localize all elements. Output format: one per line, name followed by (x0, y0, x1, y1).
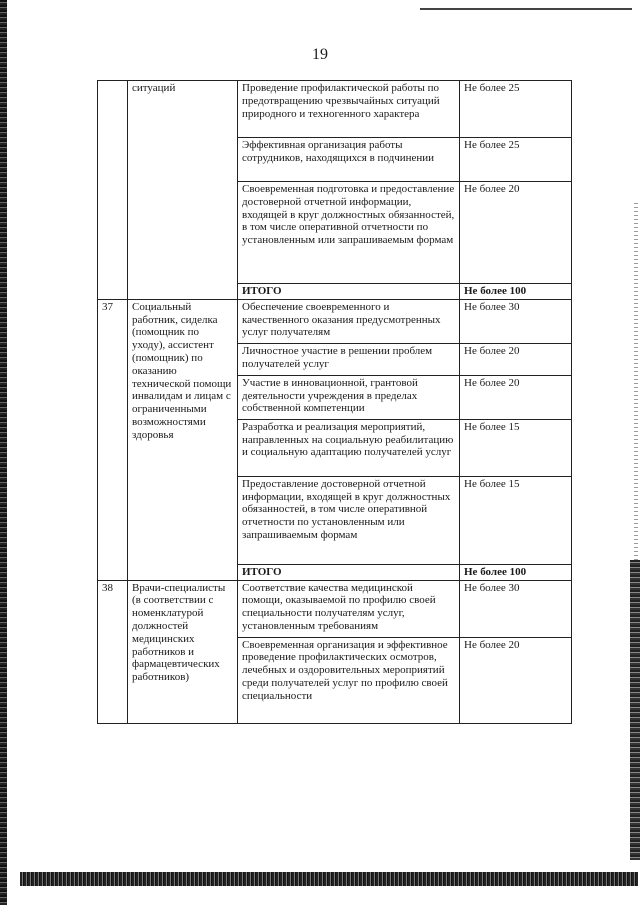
scan-edge-right (630, 560, 640, 860)
score-limit: Не более 25 (460, 81, 572, 138)
score-limit: Не более 15 (460, 476, 572, 564)
score-limit: Не более 20 (460, 375, 572, 419)
scan-edge-bottom (20, 872, 638, 886)
criterion-text: Эффективная организация работы сотрудников, находящихся в подчинении (238, 138, 460, 182)
table-row (98, 299, 572, 343)
page-number: 19 (312, 46, 328, 63)
criterion-text: Своевременная организация и эффективное проведение профилактических осмотров, лечебных и оздоровительных мероприятий среди получателей услуг по профилю своей специальности (238, 637, 460, 723)
total-label: ИТОГО (238, 284, 460, 300)
scan-edge-right-faint (634, 200, 638, 560)
row-number: 38 (98, 580, 128, 723)
score-limit: Не более 20 (460, 182, 572, 284)
row-number (98, 81, 128, 300)
position-name: Врачи-специалисты (в соответствии с номенклатурой должностей медицинских работников и фармацевтических работников) (128, 580, 238, 723)
score-limit: Не более 25 (460, 138, 572, 182)
table-row (98, 580, 572, 637)
criterion-text: Личностное участие в решении проблем получателей услуг (238, 343, 460, 375)
total-score: Не более 100 (460, 284, 572, 300)
score-limit: Не более 20 (460, 343, 572, 375)
total-score: Не более 100 (460, 564, 572, 580)
criterion-text: Обеспечение своевременного и качественного оказания предусмотренных услуг получателям (238, 299, 460, 343)
criterion-text: Соответствие качества медицинской помощи, оказываемой по профилю своей специальности получателям услуг, установленным требованиям (238, 580, 460, 637)
criterion-text: Участие в инновационной, грантовой деятельности учреждения в пределах собственной компетенции (238, 375, 460, 419)
criterion-text: Проведение профилактической работы по предотвращению чрезвычайных ситуаций природного и техногенного характера (238, 81, 460, 138)
criterion-text: Разработка и реализация мероприятий, направленных на социальную реабилитацию и социальную адаптацию получателей услуг (238, 419, 460, 476)
score-limit: Не более 15 (460, 419, 572, 476)
score-limit: Не более 30 (460, 580, 572, 637)
criterion-text: Своевременная подготовка и предоставление достоверной отчетной информации, входящей в круг должностных обязанностей, в том числе оперативной отчетности по установленным или запрашиваемым формам (238, 182, 460, 284)
position-name: ситуаций (128, 81, 238, 300)
score-limit: Не более 30 (460, 299, 572, 343)
scan-top-line (420, 8, 632, 10)
total-label: ИТОГО (238, 564, 460, 580)
criterion-text: Предоставление достоверной отчетной информации, входящей в круг должностных обязанностей, в том числе оперативной отчетности по установленным или запрашиваемым формам (238, 476, 460, 564)
scan-edge-left (0, 0, 7, 905)
row-number: 37 (98, 299, 128, 580)
position-name: Социальный работник, сиделка (помощник по уходу), ассистент (помощник) по оказанию технической помощи инвалидам и лицам с ограниченными возможностями здоровья (128, 299, 238, 580)
table-row (98, 81, 572, 138)
criteria-table (97, 80, 572, 724)
score-limit: Не более 20 (460, 637, 572, 723)
